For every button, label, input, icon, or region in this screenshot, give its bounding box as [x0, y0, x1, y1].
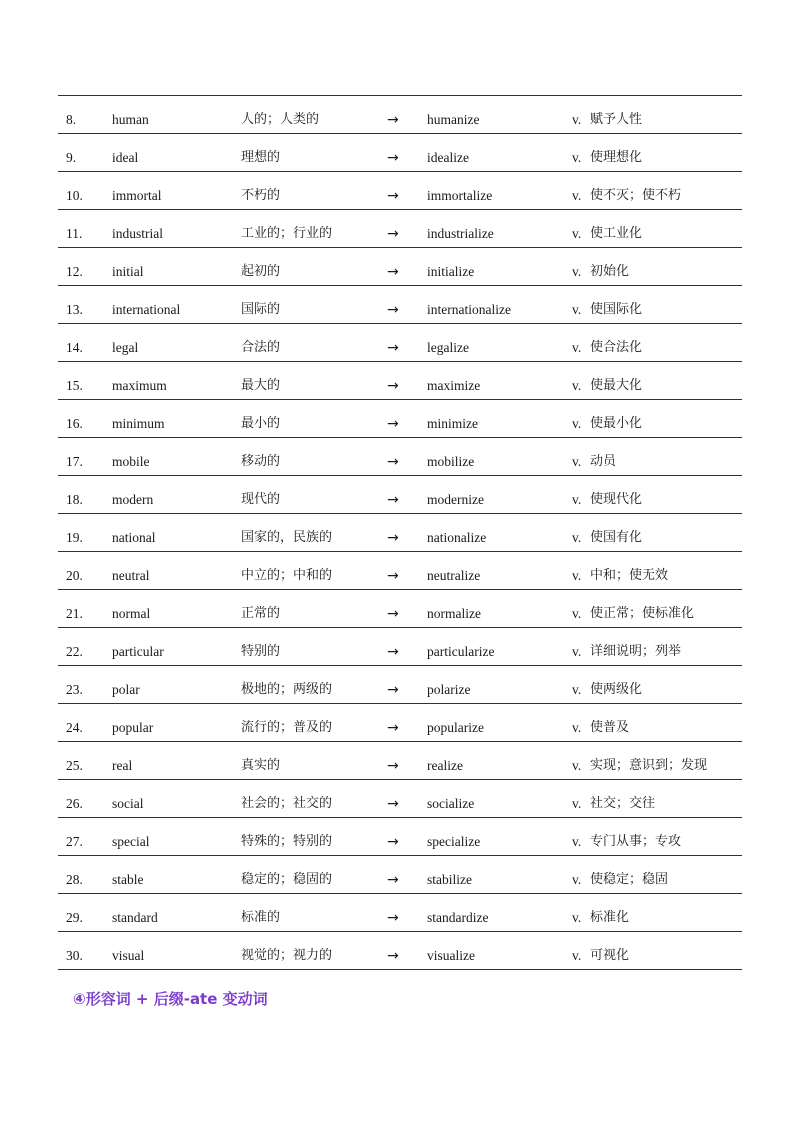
- verb-meaning: 初始化: [590, 264, 630, 279]
- verb: visualize: [427, 948, 475, 963]
- row-number: 9.: [66, 150, 77, 165]
- verb: internationalize: [427, 302, 511, 317]
- adjective: stable: [112, 872, 144, 887]
- adjective-meaning: 理想的: [241, 150, 281, 165]
- adjective: industrial: [112, 226, 163, 241]
- arrow-icon: →: [387, 568, 399, 584]
- table-row: [58, 324, 742, 362]
- arrow-icon: →: [387, 796, 399, 812]
- row-number: 17.: [66, 454, 83, 469]
- table-row: [58, 172, 742, 210]
- vocabulary-table: [58, 95, 742, 970]
- part-of-speech: v.: [572, 910, 582, 925]
- verb-meaning: 详细说明；列举: [590, 644, 682, 659]
- verb: legalize: [427, 340, 469, 355]
- adjective: national: [112, 530, 156, 545]
- part-of-speech: v.: [572, 682, 582, 697]
- row-number: 13.: [66, 302, 83, 317]
- table-row: [58, 552, 742, 590]
- adjective-meaning: 合法的: [241, 340, 281, 355]
- adjective: special: [112, 834, 150, 849]
- verb: polarize: [427, 682, 471, 697]
- part-of-speech: v.: [572, 264, 582, 279]
- verb-meaning: 动员: [590, 454, 617, 469]
- arrow-icon: →: [387, 264, 399, 280]
- table-row: [58, 210, 742, 248]
- adjective-meaning: 移动的: [241, 454, 281, 469]
- part-of-speech: v.: [572, 948, 582, 963]
- row-number: 10.: [66, 188, 83, 203]
- verb-meaning: 使理想化: [590, 150, 643, 165]
- part-of-speech: v.: [572, 112, 582, 127]
- adjective: initial: [112, 264, 144, 279]
- part-of-speech: v.: [572, 416, 582, 431]
- table-row: [58, 400, 742, 438]
- adjective: modern: [112, 492, 154, 507]
- arrow-icon: →: [387, 682, 399, 698]
- part-of-speech: v.: [572, 606, 582, 621]
- row-number: 12.: [66, 264, 83, 279]
- row-number: 16.: [66, 416, 83, 431]
- table-row: [58, 780, 742, 818]
- adjective-meaning: 真实的: [241, 758, 281, 773]
- table-row: [58, 628, 742, 666]
- adjective: neutral: [112, 568, 150, 583]
- adjective-meaning: 特别的: [241, 644, 281, 659]
- verb-meaning: 使不灭；使不朽: [590, 188, 682, 203]
- part-of-speech: v.: [572, 454, 582, 469]
- arrow-icon: →: [387, 150, 399, 166]
- arrow-icon: →: [387, 872, 399, 888]
- row-number: 25.: [66, 758, 83, 773]
- row-number: 20.: [66, 568, 83, 583]
- adjective: international: [112, 302, 181, 317]
- table-row: [58, 666, 742, 704]
- part-of-speech: v.: [572, 872, 582, 887]
- verb: particularize: [427, 644, 495, 659]
- adjective-meaning: 国际的: [241, 302, 281, 317]
- verb: maximize: [427, 378, 481, 393]
- part-of-speech: v.: [572, 644, 582, 659]
- verb: neutralize: [427, 568, 481, 583]
- arrow-icon: →: [387, 720, 399, 736]
- arrow-icon: →: [387, 758, 399, 774]
- adjective-meaning: 工业的；行业的: [241, 226, 333, 241]
- row-number: 21.: [66, 606, 83, 621]
- adjective-meaning: 标准的: [241, 910, 281, 925]
- adjective: social: [112, 796, 144, 811]
- verb: minimize: [427, 416, 478, 431]
- verb-meaning: 使合法化: [590, 340, 643, 355]
- adjective-meaning: 最小的: [241, 416, 281, 431]
- table-row: [58, 856, 742, 894]
- part-of-speech: v.: [572, 720, 582, 735]
- table-row: [58, 894, 742, 932]
- verb: popularize: [427, 720, 484, 735]
- verb-meaning: 使国际化: [590, 302, 643, 317]
- verb: stabilize: [427, 872, 472, 887]
- row-number: 11.: [66, 226, 83, 241]
- verb-meaning: 使最大化: [590, 378, 643, 393]
- table-row: [58, 286, 742, 324]
- part-of-speech: v.: [572, 834, 582, 849]
- adjective-meaning: 稳定的；稳固的: [241, 872, 333, 887]
- arrow-icon: →: [387, 606, 399, 622]
- part-of-speech: v.: [572, 530, 582, 545]
- verb: idealize: [427, 150, 469, 165]
- part-of-speech: v.: [572, 758, 582, 773]
- adjective: maximum: [112, 378, 167, 393]
- row-number: 28.: [66, 872, 83, 887]
- arrow-icon: →: [387, 834, 399, 850]
- arrow-icon: →: [387, 454, 399, 470]
- verb: modernize: [427, 492, 484, 507]
- verb-meaning: 社交；交往: [590, 796, 656, 811]
- adjective-meaning: 社会的；社交的: [241, 796, 333, 811]
- adjective: particular: [112, 644, 164, 659]
- row-number: 27.: [66, 834, 83, 849]
- adjective: ideal: [112, 150, 139, 165]
- arrow-icon: →: [387, 492, 399, 508]
- table-row: [58, 134, 742, 172]
- row-number: 15.: [66, 378, 83, 393]
- part-of-speech: v.: [572, 340, 582, 355]
- row-number: 14.: [66, 340, 83, 355]
- adjective: mobile: [112, 454, 150, 469]
- part-of-speech: v.: [572, 150, 582, 165]
- adjective: polar: [112, 682, 140, 697]
- verb: humanize: [427, 112, 480, 127]
- arrow-icon: →: [387, 910, 399, 926]
- arrow-icon: →: [387, 302, 399, 318]
- adjective-meaning: 人的；人类的: [241, 112, 320, 127]
- verb-meaning: 专门从事；专攻: [590, 834, 682, 849]
- verb-meaning: 使普及: [590, 720, 630, 735]
- adjective: normal: [112, 606, 151, 621]
- adjective-meaning: 流行的；普及的: [241, 720, 333, 735]
- verb: normalize: [427, 606, 481, 621]
- adjective-meaning: 起初的: [241, 264, 281, 279]
- part-of-speech: v.: [572, 492, 582, 507]
- part-of-speech: v.: [572, 302, 582, 317]
- verb: initialize: [427, 264, 475, 279]
- adjective: popular: [112, 720, 154, 735]
- adjective: minimum: [112, 416, 165, 431]
- table-row: [58, 818, 742, 856]
- adjective-meaning: 现代的: [241, 492, 281, 507]
- adjective-meaning: 国家的，民族的: [241, 530, 333, 545]
- verb-meaning: 使正常；使标准化: [590, 606, 695, 621]
- table-row: [58, 96, 742, 134]
- adjective: immortal: [112, 188, 162, 203]
- arrow-icon: →: [387, 226, 399, 242]
- arrow-icon: →: [387, 378, 399, 394]
- adjective-meaning: 特殊的；特别的: [241, 834, 333, 849]
- verb-meaning: 使国有化: [590, 530, 643, 545]
- verb-meaning: 使现代化: [590, 492, 643, 507]
- part-of-speech: v.: [572, 188, 582, 203]
- adjective: human: [112, 112, 149, 127]
- adjective-meaning: 最大的: [241, 378, 281, 393]
- row-number: 22.: [66, 644, 83, 659]
- adjective: real: [112, 758, 133, 773]
- part-of-speech: v.: [572, 378, 582, 393]
- section-heading: ④形容词 + 后缀-ate 变动词: [73, 990, 268, 1008]
- table-row: [58, 248, 742, 286]
- row-number: 29.: [66, 910, 83, 925]
- adjective: visual: [112, 948, 145, 963]
- row-number: 30.: [66, 948, 83, 963]
- arrow-icon: →: [387, 112, 399, 128]
- verb-meaning: 中和；使无效: [590, 568, 669, 583]
- verb-meaning: 使稳定；稳固: [590, 872, 669, 887]
- verb-meaning: 标准化: [590, 910, 630, 925]
- row-number: 26.: [66, 796, 83, 811]
- verb-meaning: 赋予人性: [590, 112, 643, 127]
- verb: standardize: [427, 910, 489, 925]
- arrow-icon: →: [387, 530, 399, 546]
- verb: nationalize: [427, 530, 487, 545]
- adjective-meaning: 极地的；两级的: [241, 682, 333, 697]
- arrow-icon: →: [387, 340, 399, 356]
- verb-meaning: 使最小化: [590, 416, 643, 431]
- arrow-icon: →: [387, 644, 399, 660]
- verb: mobilize: [427, 454, 475, 469]
- adjective-meaning: 中立的；中和的: [241, 568, 333, 583]
- row-number: 24.: [66, 720, 83, 735]
- adjective-meaning: 视觉的；视力的: [241, 948, 333, 963]
- adjective: legal: [112, 340, 139, 355]
- table-row: [58, 476, 742, 514]
- verb: realize: [427, 758, 463, 773]
- row-number: 23.: [66, 682, 83, 697]
- part-of-speech: v.: [572, 226, 582, 241]
- verb-meaning: 使两级化: [590, 682, 643, 697]
- adjective-meaning: 不朽的: [241, 188, 281, 203]
- arrow-icon: →: [387, 948, 399, 964]
- table-row: [58, 590, 742, 628]
- part-of-speech: v.: [572, 568, 582, 583]
- table-row: [58, 514, 742, 552]
- verb: industrialize: [427, 226, 494, 241]
- row-number: 8.: [66, 112, 77, 127]
- table-row: [58, 742, 742, 780]
- verb-meaning: 可视化: [590, 948, 630, 963]
- arrow-icon: →: [387, 416, 399, 432]
- row-number: 19.: [66, 530, 83, 545]
- arrow-icon: →: [387, 188, 399, 204]
- table-row: [58, 438, 742, 476]
- verb: immortalize: [427, 188, 493, 203]
- adjective: standard: [112, 910, 158, 925]
- verb: specialize: [427, 834, 481, 849]
- adjective-meaning: 正常的: [241, 606, 281, 621]
- verb-meaning: 使工业化: [590, 226, 643, 241]
- row-number: 18.: [66, 492, 83, 507]
- part-of-speech: v.: [572, 796, 582, 811]
- table-row: [58, 932, 742, 970]
- verb: socialize: [427, 796, 475, 811]
- table-row: [58, 362, 742, 400]
- table-row: [58, 704, 742, 742]
- verb-meaning: 实现；意识到；发现: [590, 758, 708, 773]
